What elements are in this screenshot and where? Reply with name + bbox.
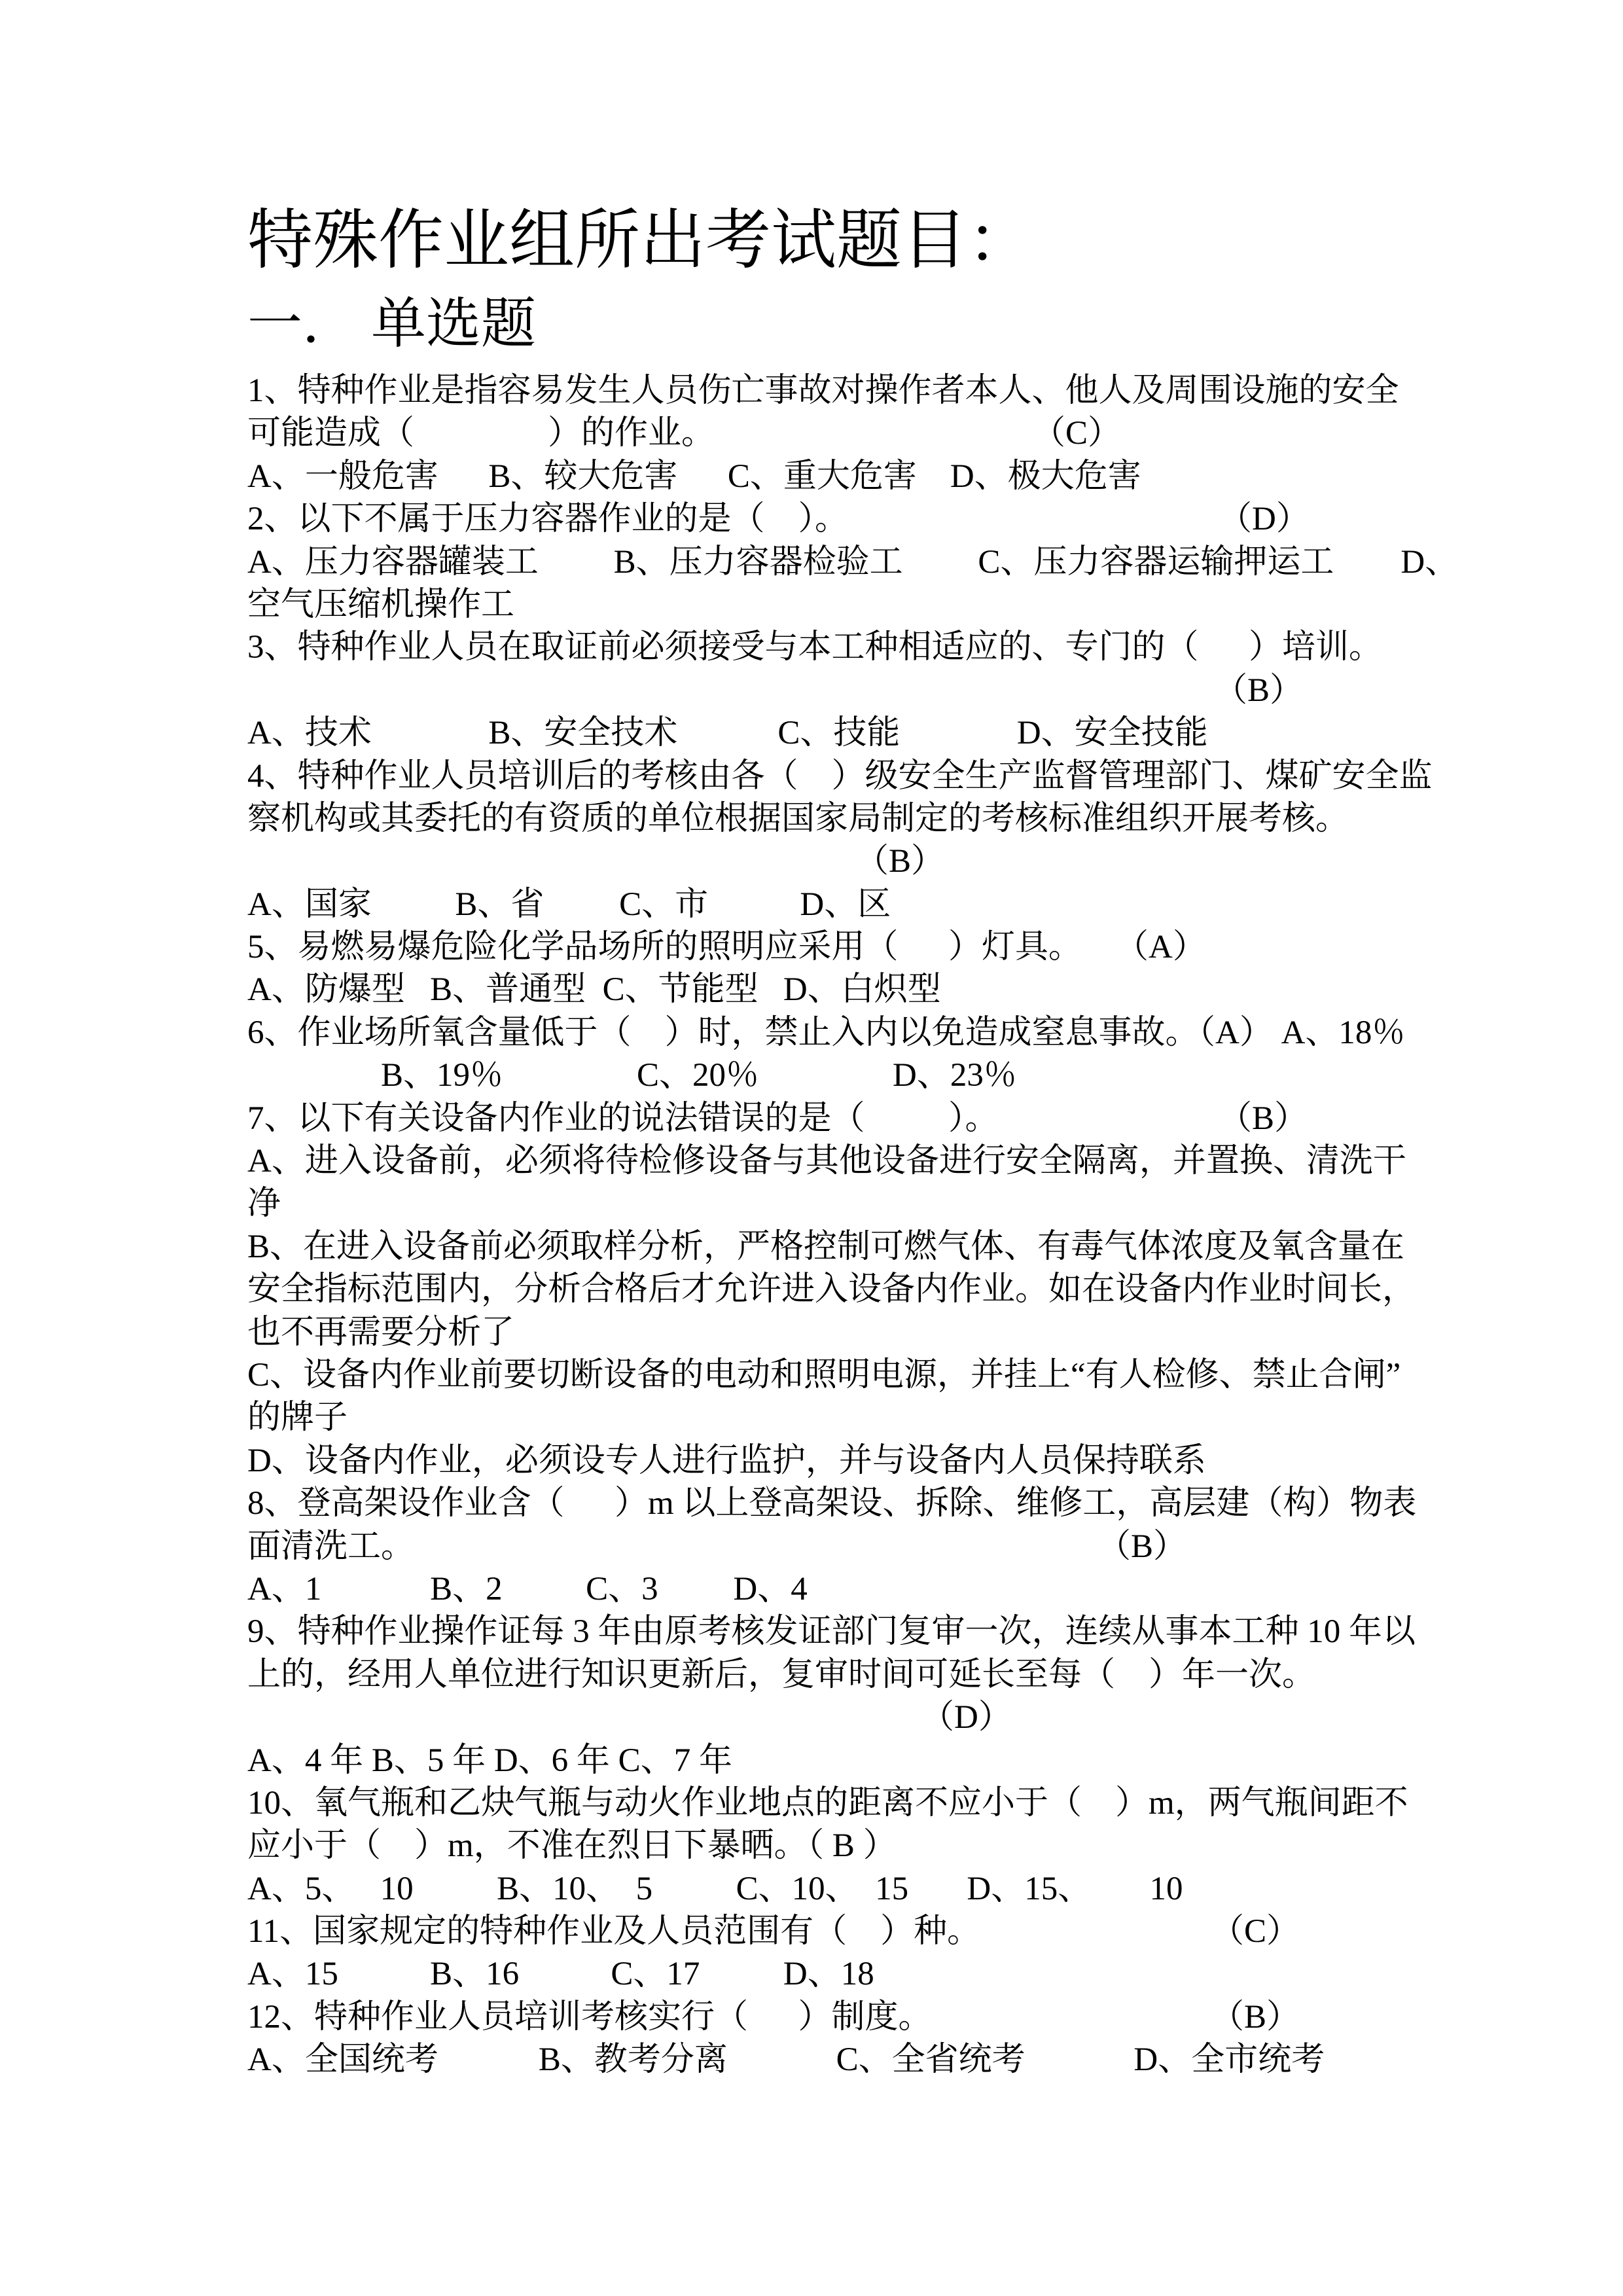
text-line [247,712,1419,755]
text-line [247,1910,1419,1953]
text-line [247,1568,1419,1611]
line-text: D、设备内作业，必须设专人进行监护，并与设备内人员保持联系 [247,1442,1206,1479]
text-line [247,1226,1419,1268]
text-line [247,1440,1419,1482]
line-text: 可能造成（ ）的作业。 [247,415,715,452]
line-text: A、进入设备前，必须将待检修设备与其他设备进行安全隔离，并置换、清洗干 [247,1143,1406,1180]
answer-key: （B） [1097,1528,1187,1565]
text-line [247,584,1419,626]
text-line [247,1354,1419,1397]
text-line [247,626,1419,669]
text-line [247,670,1419,712]
line-text: A、5、 10 B、10、 5 C、10、 15 D、15、 10 [247,1870,1183,1907]
line-text: A、防爆型 B、普通型 C、节能型 D、白炽型 [247,971,941,1009]
text-line [247,1397,1419,1439]
line-text: 10、氧气瓶和乙炔气瓶与动火作业地点的距离不应小于（ ）m，两气瓶间距不 [247,1784,1408,1821]
answer-key: （B） [1214,672,1304,709]
text-line [247,1654,1419,1696]
text-line [247,884,1419,926]
text-line [247,370,1419,412]
text-line [247,541,1459,584]
text-line [247,926,1419,969]
text-line [247,1953,1419,1996]
line-text: 上的，经用人单位进行知识更新后，复审时间可延长至每（ ）年一次。 [247,1656,1316,1693]
answer-key: （C） [1032,415,1122,452]
text-line [247,2039,1419,2081]
line-text: B、在进入设备前必须取样分析，严格控制可燃气体、有毒气体浓度及氧含量在 [247,1228,1405,1265]
text-line [247,456,1419,498]
line-text: A、1 B、2 C、3 D、4 [247,1570,808,1607]
text-line [247,755,1433,798]
text-line [247,1482,1419,1525]
line-text: 净 [247,1185,281,1223]
text-line [247,1696,1419,1739]
text-line [247,1312,1419,1354]
answer-key: （A） [1115,929,1206,966]
line-text: 安全指标范围内，分析合格后才允许进入设备内作业。如在设备内作业时间长， [247,1271,1416,1308]
question-list [247,370,1459,2082]
text-line [247,798,1419,840]
line-text: 11、国家规定的特种作业及人员范围有（ ）种。 [247,1913,981,1950]
line-text: C、设备内作业前要切断设备的电动和照明电源，并挂上“有人检修、禁止合闸” [247,1356,1401,1393]
text-line [247,1140,1419,1183]
text-line [247,1098,1419,1140]
answer-key: （B） [1211,1998,1300,2036]
line-text: 8、登高架设作业含（ ）m 以上登高架设、拆除、维修工，高层建（构）物表 [247,1485,1417,1522]
text-line [247,1526,1419,1568]
text-line [247,1825,1419,1867]
line-text: A、4 年 B、5 年 D、6 年 C、7 年 [247,1742,732,1779]
line-text: 应小于（ ）m，不准在烈日下暴晒。（ B ） [247,1827,897,1865]
line-text: 6、作业场所氧含量低于（ ）时，禁止入内以免造成窒息事故。（A） A、18％ [247,1014,1406,1051]
line-text: 1、特种作业是指容易发生人员伤亡事故对操作者本人、他人及周围设施的安全 [247,372,1399,409]
line-text: 2、以下不属于压力容器作业的是（ ）。 [247,501,849,538]
answer-key: （B） [1219,1100,1308,1137]
answer-key: （C） [1211,1913,1300,1950]
text-line [247,969,1419,1011]
line-text: A、国家 B、省 C、市 D、区 [247,886,891,923]
line-text: 3、特种作业人员在取证前必须接受与本工种相适应的、专门的（ ）培训。 [247,629,1383,666]
line-text: 7、以下有关设备内作业的说法错误的是（ ）。 [247,1100,999,1137]
line-text: A、压力容器罐装工 B、压力容器检验工 C、压力容器运输押运工 D、 [247,543,1459,581]
text-line [247,840,1419,883]
text-line [247,498,1419,541]
line-text: B、19％ C、20％ D、23％ [247,1057,1017,1094]
answer-key: （B） [855,843,945,880]
answer-key: （D） [921,1699,1012,1736]
answer-key: （D） [1219,501,1310,538]
line-text: 空气压缩机操作工 [247,586,515,623]
text-line [247,1054,1419,1097]
line-text: 面清洗工。 [247,1528,415,1565]
line-text: 12、特种作业人员培训考核实行（ ）制度。 [247,1998,932,2036]
line-text: 察机构或其委托的有资质的单位根据国家局制定的考核标准组织开展考核。 [247,800,1349,837]
text-line [247,1611,1419,1653]
text-line [247,1868,1419,1910]
text-line [247,412,1419,455]
line-text: A、一般危害 B、较大危害 C、重大危害 D、极大危害 [247,457,1141,495]
line-text: A、全国统考 B、教考分离 C、全省统考 D、全市统考 [247,2041,1325,2079]
line-text: 5、易燃易爆危险化学品场所的照明应采用（ ）灯具。 [247,929,1082,966]
text-line [247,1012,1419,1054]
text-line [247,1996,1419,2039]
text-line [247,1782,1419,1825]
line-text: 的牌子 [247,1399,348,1437]
text-line [247,1740,1419,1782]
line-text: 4、特种作业人员培训后的考核由各（ ）级安全生产监督管理部门、煤矿安全监 [247,757,1433,795]
line-text: 9、特种作业操作证每 3 年由原考核发证部门复审一次，连续从事本工种 10 年以 [247,1613,1416,1651]
text-line [247,1268,1419,1311]
line-text: A、技术 B、安全技术 C、技能 D、安全技能 [247,715,1208,752]
line-text: A、15 B、16 C、17 D、18 [247,1956,874,1993]
page-title: 特殊作业组所出考试题目： [247,204,1033,277]
line-text: 也不再需要分析了 [247,1314,515,1351]
text-line [247,1183,1419,1225]
section-heading: 一． 单选题 [247,294,537,355]
